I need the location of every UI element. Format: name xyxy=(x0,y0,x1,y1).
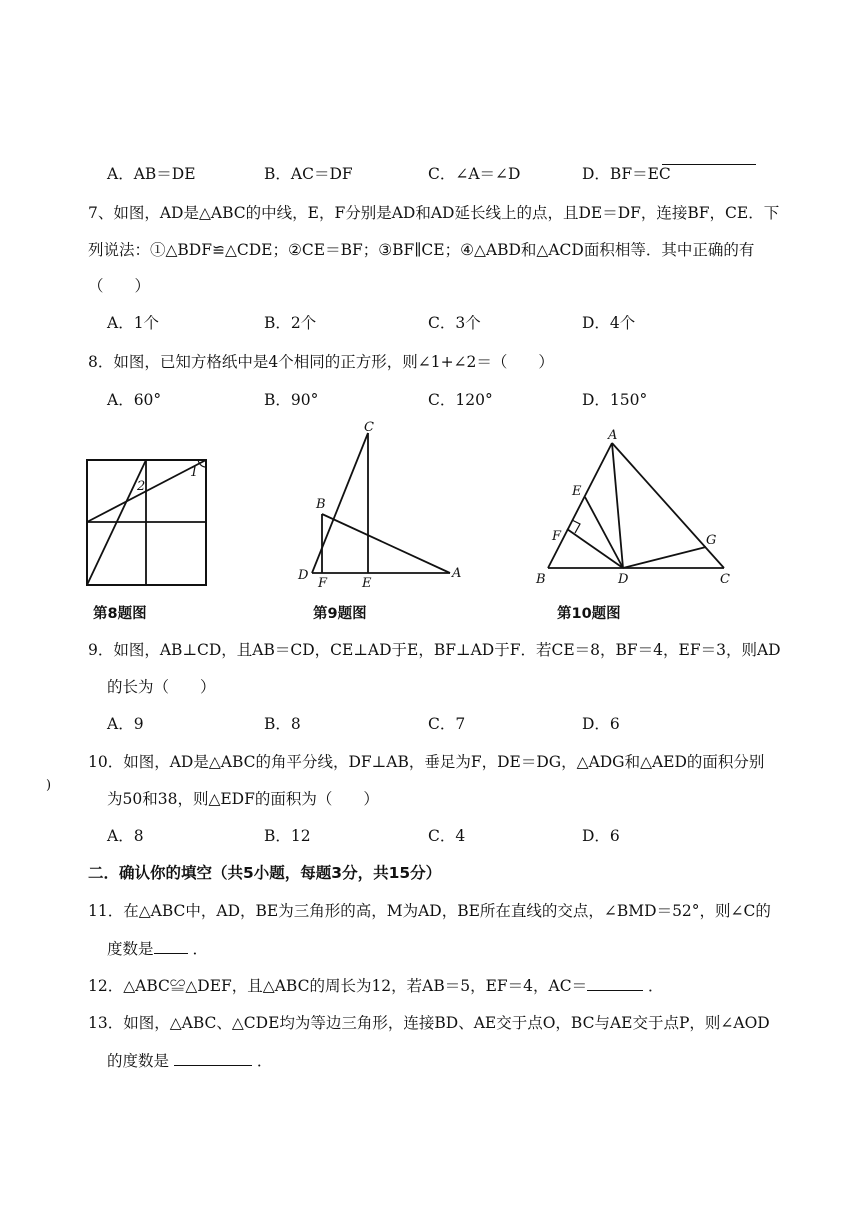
q8-option-c: C．120° xyxy=(428,391,493,409)
q9-option-c: C．7 xyxy=(428,715,466,733)
q7-line-2: 列说法：①△BDF≌△CDE；②CE＝BF；③BF∥CE；④△ABD和△ACD面积相等．其中正确的有 xyxy=(88,241,755,259)
q6-option-c: C．∠A＝∠D xyxy=(428,165,521,183)
q13-line-2 xyxy=(107,1051,272,1071)
q7-option-b: B．2个 xyxy=(264,314,317,332)
q9-option-a: A．9 xyxy=(107,715,144,733)
q8-option-a: A．60° xyxy=(107,391,162,409)
q9-option-b: B．8 xyxy=(264,715,301,733)
q8-option-b: B．90° xyxy=(264,391,319,409)
fig9-label-c: C xyxy=(364,420,374,435)
q11-line-2 xyxy=(107,939,208,959)
q10-line-1: 10．如图，AD是△ABC的角平分线，DF⊥AB，垂足为F，DE＝DG，△ADG和△AED的面积分别 xyxy=(88,753,765,771)
fig8-label-2: 2 xyxy=(137,479,146,494)
q9-option-d: D．6 xyxy=(582,715,620,733)
q13-answer-blank[interactable] xyxy=(174,1051,252,1066)
fig10-caption: 第10题图 xyxy=(557,606,621,622)
fig8-label-1: 1 xyxy=(190,465,199,480)
q11-suffix: ． xyxy=(192,940,208,958)
q6-option-a: A．AB＝DE xyxy=(107,165,196,183)
fig9-label-e: E xyxy=(362,576,372,590)
fig9-label-d: D xyxy=(298,568,309,583)
q11-line-1: 11．在△ABC中，AD，BE为三角形的高，M为AD，BE所在直线的交点，∠BMD＝52°，则∠C的 xyxy=(88,902,771,920)
q6-option-d: D．BF＝EC xyxy=(582,165,671,183)
q10-option-c: C．4 xyxy=(428,827,466,845)
q13-prefix: 的度数是 xyxy=(107,1052,170,1070)
q10-option-b: B．12 xyxy=(264,827,311,845)
fig9-label-a: A xyxy=(452,566,462,581)
q12-line-1 xyxy=(88,976,664,996)
q12-answer-blank[interactable] xyxy=(587,976,643,991)
q10-option-d: D．6 xyxy=(582,827,620,845)
figure-10 xyxy=(528,425,738,590)
fig10-label-c: C xyxy=(720,572,730,587)
q13-line-1: 13．如图，△ABC、△CDE均为等边三角形，连接BD、AE交于点O，BC与AE交于点P，则∠AOD xyxy=(88,1014,770,1032)
margin-mark: ) xyxy=(46,778,52,793)
q7-option-a: A．1个 xyxy=(107,314,160,332)
q8-line-1: 8．如图，已知方格纸中是4个相同的正方形，则∠1+∠2＝（ ） xyxy=(88,353,554,371)
q7-line-1: 7、如图，AD是△ABC的中线，E，F分别是AD和AD延长线上的点，且DE＝DF，连接BF，CE．下 xyxy=(88,204,780,222)
q11-prefix: 度数是 xyxy=(107,940,154,958)
fig9-label-b: B xyxy=(316,497,326,512)
fig8-caption: 第8题图 xyxy=(93,606,147,622)
top-rule xyxy=(662,164,756,165)
figure-9 xyxy=(290,415,475,590)
q7-line-3: （ ） xyxy=(88,277,151,295)
q10-line-2: 为50和38，则△EDF的面积为（ ） xyxy=(107,790,379,808)
section-2-title: 二．确认你的填空（共5小题，每题3分，共15分） xyxy=(88,864,442,882)
fig10-label-g: G xyxy=(706,533,717,548)
fig9-label-f: F xyxy=(318,576,328,590)
fig10-label-e: E xyxy=(572,484,582,499)
q7-option-c: C．3个 xyxy=(428,314,481,332)
q6-option-b: B．AC＝DF xyxy=(264,165,353,183)
fig10-label-a: A xyxy=(608,428,618,443)
fig10-label-b: B xyxy=(536,572,546,587)
q9-line-2: 的长为（ ） xyxy=(107,678,216,696)
q13-suffix: ． xyxy=(256,1052,273,1070)
fig10-label-d: D xyxy=(618,572,629,587)
figure-8 xyxy=(82,455,212,590)
q12-suffix: ． xyxy=(648,977,664,995)
q9-line-1: 9．如图，AB⊥CD，且AB＝CD，CE⊥AD于E，BF⊥AD于F．若CE＝8，BF＝4，EF＝3，则AD xyxy=(88,641,781,659)
q10-option-a: A．8 xyxy=(107,827,144,845)
q11-answer-blank[interactable] xyxy=(154,939,188,954)
fig10-label-f: F xyxy=(552,529,562,544)
q8-option-d: D．150° xyxy=(582,391,648,409)
fig9-caption: 第9题图 xyxy=(313,606,367,622)
q12-text: 12．△ABC≌△DEF，且△ABC的周长为12，若AB＝5，EF＝4，AC＝ xyxy=(88,977,588,995)
q7-option-d: D．4个 xyxy=(582,314,636,332)
